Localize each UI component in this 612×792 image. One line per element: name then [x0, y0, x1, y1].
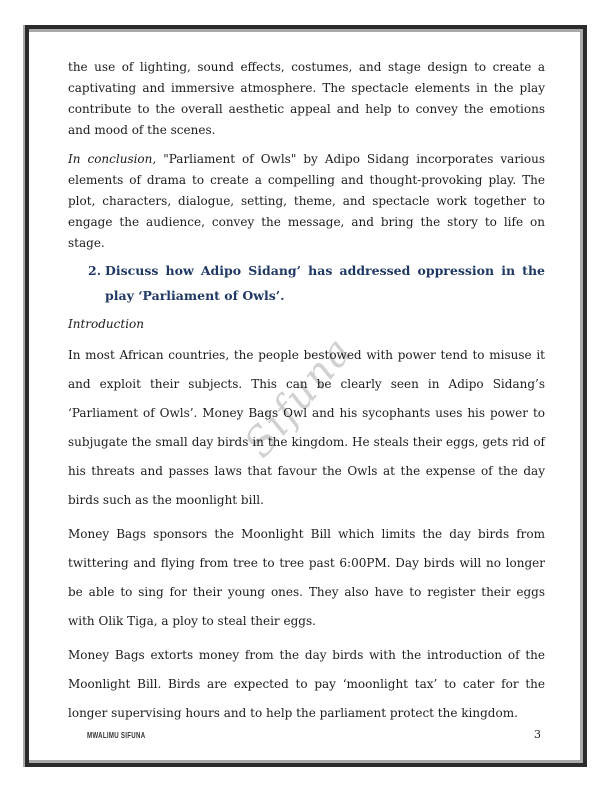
paragraph-moonlight-bill: Money Bags sponsors the Moonlight Bill which limits the day birds from twittering and flying from tree to tree past 6:00PM. Day birds will no longer be able to sing for their young ones. They also have to register their eggs with Olik Tiga, a ploy to steal their eggs. [68, 527, 545, 628]
page-content [29, 29, 583, 763]
paragraph-conclusion [68, 149, 545, 254]
footer-author: MWALIMU SIFUNA [87, 729, 146, 740]
paragraph-introduction: In most African countries, the people bestowed with power tend to misuse it and exploit their subjects. This can be clearly seen in Adipo Sidang’s ‘Parliament of Owls’. Money Bags Owl and his sycophants uses his power to subjugate the small day birds in the kingdom. He steals their eggs, gets rid of his threats and passes laws that favour the Owls at the expense of the day birds such as the moonlight bill. [68, 348, 545, 507]
page-border-frame [25, 25, 587, 767]
page-footer [71, 728, 541, 741]
watermark-text: Sifuna [235, 327, 363, 467]
conclusion-lead-italic: In conclusion, [68, 152, 157, 166]
paragraph-moonlight-tax: Money Bags extorts money from the day birds with the introduction of the Moonlight Bill. Birds are expected to pay ‘moonlight tax’ to cater for the longer supervising hours and to help the parliament protect the kingdom. [68, 648, 545, 720]
question-heading [88, 258, 545, 308]
conclusion-body: "Parliament of Owls" by Adipo Sidang incorporates various elements of drama to create a compelling and thought-provoking play. The plot, characters, dialogue, setting, theme, and spectacle work together to engage the audience, convey the message, and bring the story to life on stage. [68, 152, 546, 250]
question-text: Discuss how Adipo Sidang’ has addressed oppression in the play ‘Parliament of Owls’. [105, 263, 545, 303]
paragraph-spectacle: the use of lighting, sound effects, costumes, and stage design to create a captivating and immersive atmosphere. The spectacle elements in the play contribute to the overall aesthetic appeal and help to convey the emotions and mood of the scenes. [68, 60, 545, 137]
section-label-introduction: Introduction [68, 317, 144, 331]
footer-page-number: 3 [534, 728, 541, 741]
question-number: 2. [88, 263, 102, 278]
